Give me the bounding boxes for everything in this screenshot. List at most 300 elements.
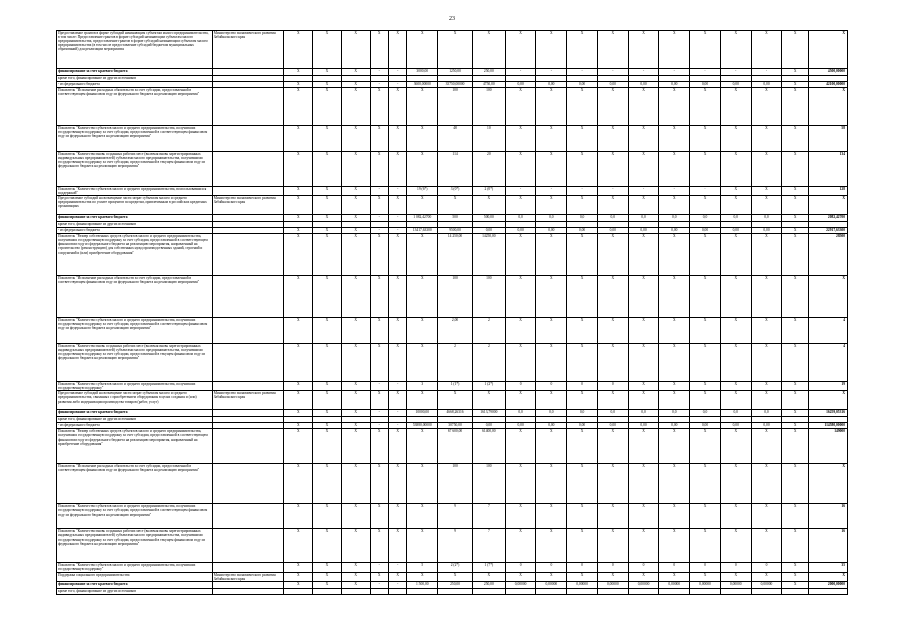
value-cell: X (536, 429, 567, 464)
row-label-cell: - из федерального бюджета (57, 82, 213, 88)
value-cell: X (782, 464, 809, 504)
value-cell: - (720, 69, 751, 76)
value-cell: X (284, 234, 313, 276)
value-cell: X (720, 504, 751, 529)
value-cell: X (751, 126, 782, 152)
value-cell (751, 588, 782, 594)
value-cell: X (751, 88, 782, 126)
executor-cell (212, 429, 284, 464)
value-cell: X (690, 464, 721, 504)
value-cell (438, 588, 473, 594)
value-cell: X (407, 276, 438, 318)
value-cell: X (782, 318, 809, 344)
value-cell: 0,00000 (597, 581, 628, 588)
executor-cell (212, 581, 284, 588)
value-cell: X (720, 196, 751, 215)
value-cell: 0,00 (567, 228, 598, 234)
value-cell: 0,00 (751, 82, 782, 88)
value-cell: X (720, 391, 751, 410)
value-cell: 2 (0*) (472, 187, 505, 196)
value-cell: 0,0 (659, 215, 690, 222)
value-cell: X (313, 234, 342, 276)
value-cell: X (782, 82, 809, 88)
value-cell: X (407, 429, 438, 464)
total-cell: X (808, 196, 847, 215)
value-cell: X (284, 423, 313, 429)
value-cell: X (659, 31, 690, 69)
table-row (57, 152, 848, 187)
value-cell: 13417,63300 (407, 228, 438, 234)
executor-cell (212, 152, 284, 187)
value-cell: 0,00000 (628, 581, 659, 588)
row-label-cell: Показатель "Исполнение расходных обязательств за счет субсидии, предоставленной в соответствующем финансовом году из федерального бюджета на реализацию мероприятия" (57, 276, 213, 318)
value-cell: X (313, 126, 342, 152)
value-cell: X (628, 234, 659, 276)
value-cell: X (597, 88, 628, 126)
table-row (57, 464, 848, 504)
value-cell: 0 (505, 382, 536, 391)
total-cell: 58 (808, 126, 847, 152)
value-cell: X (505, 429, 536, 464)
value-cell: X (751, 187, 782, 196)
value-cell (388, 588, 406, 594)
value-cell: X (782, 572, 809, 581)
value-cell: X (690, 391, 721, 410)
value-cell: 0 (597, 382, 628, 391)
value-cell: X (341, 504, 370, 529)
value-cell: X (782, 504, 809, 529)
value-cell: 9500,00 (438, 228, 473, 234)
value-cell: 0,0 (751, 410, 782, 417)
value-cell: X (597, 464, 628, 504)
value-cell: X (782, 276, 809, 318)
table-row (57, 563, 848, 572)
value-cell: X (284, 69, 313, 76)
value-cell: X (313, 228, 342, 234)
value-cell: X (505, 276, 536, 318)
value-cell: X (505, 318, 536, 344)
row-label-cell: кроме того, финансирование из других источников (57, 222, 213, 228)
total-cell: 4 (808, 344, 847, 382)
total-cell: X (808, 31, 847, 69)
value-cell: X (370, 529, 388, 563)
value-cell: - (536, 187, 567, 196)
value-cell: 9 (438, 504, 473, 529)
value-cell (659, 588, 690, 594)
row-label-cell: Предоставление субсидий на возмещение части затрат субъектам малого и среднего предпринимательства по уплате процентов по кредитам, привлеченным в российских кредитных организациях (57, 196, 213, 215)
row-label-cell: Поддержка социального предпринимательства (57, 572, 213, 581)
executor-cell (212, 504, 284, 529)
value-cell: X (659, 529, 690, 563)
value-cell: X (720, 276, 751, 318)
value-cell: - (388, 382, 406, 391)
value-cell: 0,0 (536, 215, 567, 222)
value-cell: X (370, 126, 388, 152)
value-cell: 14250,00 (472, 234, 505, 276)
value-cell: X (370, 234, 388, 276)
value-cell: X (782, 234, 809, 276)
value-cell: X (407, 126, 438, 152)
value-cell: 7 (472, 529, 505, 563)
value-cell: X (341, 344, 370, 382)
value-cell: - (370, 82, 388, 88)
value-cell: 0,00 (505, 82, 536, 88)
value-cell: X (341, 391, 370, 410)
value-cell: 0,0 (567, 215, 598, 222)
value-cell: X (567, 572, 598, 581)
row-label-cell: Показатель "Количество субъектов малого и среднего предпринимательства, воспользовавшихся поддержкой" (57, 187, 213, 196)
value-cell: X (751, 31, 782, 69)
value-cell: X (505, 529, 536, 563)
value-cell: 61400,00 (472, 429, 505, 464)
value-cell: X (659, 196, 690, 215)
value-cell: X (505, 88, 536, 126)
table-row (57, 126, 848, 152)
value-cell: X (690, 152, 721, 187)
value-cell: 0,0 (690, 410, 721, 417)
value-cell: - (388, 410, 406, 417)
value-cell: 100 (472, 464, 505, 504)
value-cell: - (388, 228, 406, 234)
value-cell: X (284, 276, 313, 318)
value-cell: 0,00 (536, 228, 567, 234)
value-cell: X (536, 391, 567, 410)
value-cell: 0,00 (628, 423, 659, 429)
value-cell: X (597, 196, 628, 215)
table-row (57, 529, 848, 563)
table-row (57, 196, 848, 215)
value-cell: X (370, 88, 388, 126)
executor-cell (212, 410, 284, 417)
value-cell (628, 588, 659, 594)
row-label-cell: Показатель "Количество вновь созданных рабочих мест (включая вновь зарегистрированных индивидуальных предпринимателей) субъектами малого предпринимательства, получившими государственную поддержку за счет субсидии, предоставленной в текущем финансовом году из федерального бюджета на реализацию мероприятия" (57, 344, 213, 382)
value-cell: 0,00000 (567, 581, 598, 588)
value-cell: 53880,00000 (407, 423, 438, 429)
value-cell: X (341, 581, 370, 588)
value-cell: 48 (438, 126, 473, 152)
value-cell: X (720, 318, 751, 344)
value-cell: X (567, 391, 598, 410)
row-label-cell: - из федерального бюджета (57, 423, 213, 429)
row-label-cell: Предоставление грантов в форме субсидий начинающим субъектам малого предпринимательства, в том числе: Предоставление грантов в форме субсидий начинающим субъектам малого предпринимательства, предоставление грантов в форме субсидий начинающим субъектам малого предпринимательства (в том числе предоставление субсидий бюджетам муниципальных образований) для реализации мероприятия (57, 31, 213, 69)
value-cell (597, 588, 628, 594)
value-cell: X (472, 391, 505, 410)
executor-cell (212, 126, 284, 152)
row-label-cell: Показатель "Количество субъектов малого и среднего предпринимательства, получивших государственную поддержку за счет субсидии, предоставленной в соответствующем финансовом году из федерального бюджета на реализацию мероприятия" (57, 504, 213, 529)
value-cell: 0,0 (505, 410, 536, 417)
value-cell: - (659, 187, 690, 196)
value-cell: 0,00000 (751, 581, 782, 588)
value-cell: X (751, 344, 782, 382)
value-cell: X (341, 215, 370, 222)
executor-cell (212, 529, 284, 563)
executor-cell: Министерство экономического развития Забайкальского края (212, 196, 284, 215)
value-cell: X (313, 69, 342, 76)
value-cell (313, 588, 342, 594)
value-cell: 0,00 (536, 423, 567, 429)
value-cell: X (284, 529, 313, 563)
value-cell: X (597, 126, 628, 152)
value-cell: X (284, 228, 313, 234)
value-cell: 1 (1*) (438, 382, 473, 391)
value-cell: X (690, 429, 721, 464)
value-cell: X (313, 88, 342, 126)
value-cell: 0 (720, 563, 751, 572)
table-row (57, 391, 848, 410)
value-cell: 0,0 (505, 215, 536, 222)
value-cell: X (659, 126, 690, 152)
value-cell: X (505, 572, 536, 581)
value-cell: X (536, 88, 567, 126)
value-cell (505, 588, 536, 594)
value-cell: X (567, 152, 598, 187)
value-cell: X (628, 382, 659, 391)
value-cell: 0,00 (597, 423, 628, 429)
value-cell: X (751, 382, 782, 391)
executor-cell (212, 588, 284, 594)
value-cell: X (751, 276, 782, 318)
value-cell: X (284, 126, 313, 152)
value-cell: 10 (472, 126, 505, 152)
value-cell: 0,0 (690, 215, 721, 222)
value-cell: 0,00 (690, 228, 721, 234)
value-cell: X (505, 504, 536, 529)
value-cell: X (536, 234, 567, 276)
value-cell: X (341, 318, 370, 344)
value-cell: X (284, 344, 313, 382)
total-cell: 2082,42700 (808, 215, 847, 222)
value-cell: X (720, 187, 751, 196)
value-cell: X (341, 88, 370, 126)
value-cell: X (388, 529, 406, 563)
value-cell: X (659, 318, 690, 344)
value-cell: X (690, 382, 721, 391)
value-cell: X (370, 504, 388, 529)
value-cell: - (597, 187, 628, 196)
value-cell: X (438, 391, 473, 410)
total-cell: 16259,05316 (808, 410, 847, 417)
value-cell: 114 (438, 152, 473, 187)
row-label-cell: финансирование за счет краевого бюджета (57, 215, 213, 222)
value-cell: - (628, 69, 659, 76)
value-cell: X (313, 429, 342, 464)
table-row (57, 318, 848, 344)
table-row (57, 88, 848, 126)
value-cell: X (536, 572, 567, 581)
value-cell: X (567, 126, 598, 152)
value-cell: X (751, 504, 782, 529)
value-cell: X (628, 429, 659, 464)
value-cell: X (567, 196, 598, 215)
total-cell: 16 (808, 529, 847, 563)
value-cell: X (536, 344, 567, 382)
value-cell (720, 588, 751, 594)
value-cell: 0 (659, 563, 690, 572)
value-cell: 0,00000 (720, 581, 751, 588)
value-cell: X (505, 234, 536, 276)
total-cell: X (808, 464, 847, 504)
value-cell: X (628, 152, 659, 187)
row-label-cell: Показатель "Количество вновь созданных рабочих мест (включая вновь зарегистрированных индивидуальных предпринимателей) субъектами малого предпринимательства, получившими государственную поддержку за счет субсидии, предоставленной в текущем финансовом году из федерального бюджета на реализацию мероприятия" (57, 152, 213, 187)
value-cell: 0,0 (567, 410, 598, 417)
value-cell: X (751, 529, 782, 563)
value-cell: 0,00 (751, 423, 782, 429)
value-cell: - (370, 228, 388, 234)
value-cell: X (313, 215, 342, 222)
value-cell: - (370, 215, 388, 222)
value-cell: X (313, 572, 342, 581)
total-cell: X (808, 276, 847, 318)
value-cell: X (782, 382, 809, 391)
value-cell: X (751, 464, 782, 504)
value-cell: X (720, 152, 751, 187)
value-cell: X (388, 572, 406, 581)
value-cell: X (313, 529, 342, 563)
value-cell: 7 (472, 504, 505, 529)
value-cell: X (341, 228, 370, 234)
value-cell: X (567, 464, 598, 504)
value-cell: 0,00 (536, 82, 567, 88)
value-cell: X (341, 234, 370, 276)
value-cell: X (341, 152, 370, 187)
value-cell: X (751, 196, 782, 215)
value-cell: X (536, 196, 567, 215)
value-cell: 2 (472, 344, 505, 382)
value-cell: X (388, 31, 406, 69)
value-cell: X (407, 88, 438, 126)
value-cell: X (628, 276, 659, 318)
row-label-cell: Показатель "Размер собственных средств субъектов малого и среднего предпринимательства, получивших государственную поддержку за счет субсидии, предоставленной в соответствующем финансовом году из федерального бюджета на реализацию мероприятия, направленный на строительство (реконструкцию) для собственных нужд производственных зданий, строений и сооружений и (или) приобретение оборудования" (57, 234, 213, 276)
value-cell: X (536, 152, 567, 187)
value-cell: X (341, 423, 370, 429)
table-row (57, 215, 848, 222)
value-cell: 0,00 (628, 228, 659, 234)
value-cell: X (659, 572, 690, 581)
value-cell: X (388, 318, 406, 344)
value-cell: - (388, 581, 406, 588)
total-cell: 134 (808, 152, 847, 187)
value-cell: X (370, 276, 388, 318)
value-cell: - (659, 69, 690, 76)
value-cell: 0,00 (567, 423, 598, 429)
value-cell: X (720, 126, 751, 152)
value-cell: X (313, 31, 342, 69)
value-cell (567, 588, 598, 594)
value-cell: X (388, 391, 406, 410)
value-cell: X (597, 529, 628, 563)
value-cell: X (659, 276, 690, 318)
value-cell: X (690, 126, 721, 152)
value-cell: 0,0 (628, 410, 659, 417)
value-cell: X (407, 152, 438, 187)
value-cell: X (690, 88, 721, 126)
value-cell: 250,00 (472, 69, 505, 76)
value-cell: X (388, 344, 406, 382)
value-cell: X (472, 196, 505, 215)
value-cell: 30750,00 (438, 423, 473, 429)
value-cell: X (313, 276, 342, 318)
value-cell: X (782, 152, 809, 187)
value-cell: X (720, 88, 751, 126)
value-cell: X (313, 581, 342, 588)
value-cell: 0 (628, 563, 659, 572)
total-cell: 35 (808, 563, 847, 572)
value-cell: X (284, 215, 313, 222)
executor-cell (212, 563, 284, 572)
value-cell: X (628, 572, 659, 581)
value-cell: X (690, 529, 721, 563)
executor-cell (212, 234, 284, 276)
value-cell: X (567, 429, 598, 464)
value-cell: X (782, 69, 809, 76)
total-cell: X (808, 391, 847, 410)
value-cell: X (597, 572, 628, 581)
value-cell: X (284, 572, 313, 581)
value-cell: 10000,00 (407, 410, 438, 417)
value-cell: X (628, 344, 659, 382)
value-cell: X (505, 464, 536, 504)
value-cell: - (370, 382, 388, 391)
total-cell: 4 (808, 318, 847, 344)
value-cell: X (313, 344, 342, 382)
value-cell: - (388, 82, 406, 88)
value-cell: X (472, 572, 505, 581)
table-row (57, 410, 848, 417)
value-cell: X (536, 504, 567, 529)
page-number: 23 (449, 16, 455, 22)
value-cell: X (313, 423, 342, 429)
value-cell: X (628, 318, 659, 344)
value-cell: X (659, 152, 690, 187)
value-cell: 0,00 (720, 423, 751, 429)
value-cell: - (370, 563, 388, 572)
executor-cell (212, 276, 284, 318)
row-label-cell: Показатель "Количество субъектов малого и среднего предпринимательства, получивших государственную поддержку" (57, 563, 213, 572)
table-row (57, 429, 848, 464)
value-cell: X (505, 126, 536, 152)
value-cell: X (438, 572, 473, 581)
value-cell: X (388, 464, 406, 504)
value-cell: 0,00 (505, 228, 536, 234)
value-cell: X (659, 391, 690, 410)
value-cell: 0,00 (472, 423, 505, 429)
value-cell: - (628, 187, 659, 196)
value-cell: - (690, 69, 721, 76)
table-row (57, 581, 848, 588)
value-cell: 20 (472, 152, 505, 187)
value-cell: 1 (7*) (472, 563, 505, 572)
value-cell: 0 (690, 563, 721, 572)
value-cell (407, 588, 438, 594)
value-cell: 0,0 (720, 410, 751, 417)
value-cell: 2 (438, 344, 473, 382)
table-row (57, 276, 848, 318)
table-row (57, 572, 848, 581)
value-cell: 0 (567, 382, 598, 391)
value-cell: X (597, 318, 628, 344)
value-cell: X (690, 276, 721, 318)
total-cell: 149000 (808, 429, 847, 464)
value-cell: X (536, 464, 567, 504)
value-cell: X (782, 126, 809, 152)
value-cell: X (567, 529, 598, 563)
table-row (57, 504, 848, 529)
value-cell: X (505, 391, 536, 410)
value-cell: X (505, 196, 536, 215)
value-cell: X (567, 88, 598, 126)
value-cell: X (313, 196, 342, 215)
value-cell: - (690, 187, 721, 196)
